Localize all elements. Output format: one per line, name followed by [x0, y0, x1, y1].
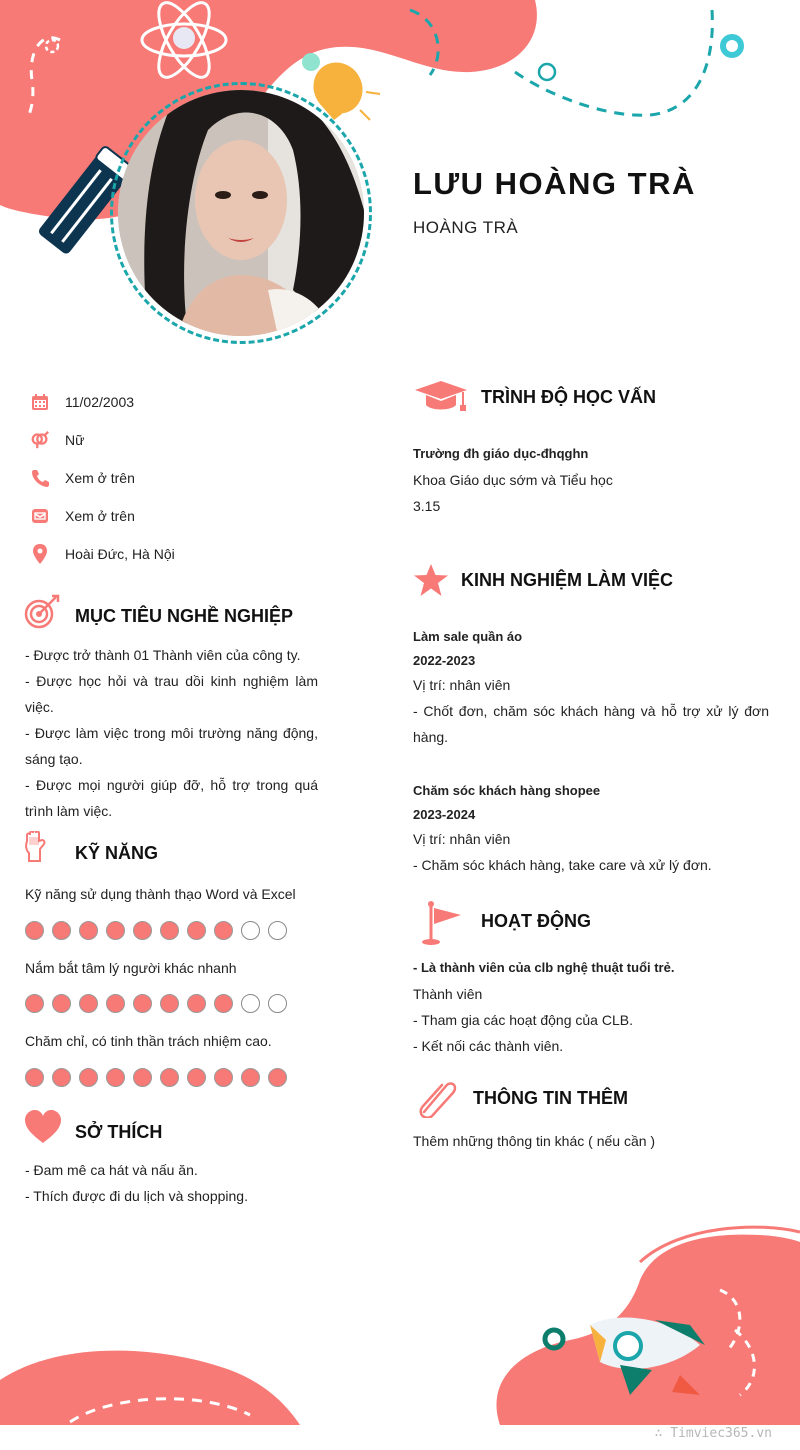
rating-dot-filled: [52, 1068, 71, 1087]
gpa: 3.15: [413, 498, 441, 514]
rating-dot-filled: [106, 1068, 125, 1087]
objective-title: MỤC TIÊU NGHỀ NGHIỆP: [75, 606, 294, 626]
graduation-cap-icon: [413, 380, 469, 419]
email-icon: [30, 506, 50, 526]
skills-title: KỸ NĂNG: [75, 843, 159, 863]
rating-dot-filled: [187, 921, 206, 940]
major: Khoa Giáo dục sớm và Tiểu học: [413, 472, 613, 488]
school-name: Trường đh giáo dục-đhqghn: [413, 446, 589, 461]
activity-role: Thành viên: [413, 986, 483, 1002]
rating-dot-filled: [187, 994, 206, 1013]
hobbies-title: SỞ THÍCH: [75, 1122, 163, 1142]
hobby-line: - Đam mê ca hát và nấu ăn.: [25, 1162, 198, 1178]
contact-gender: [30, 421, 350, 459]
experience-title: KINH NGHIỆM LÀM VIỆC: [461, 570, 674, 590]
skill-rating: [25, 994, 287, 1013]
flag-icon: [420, 900, 464, 951]
rating-dot-filled: [79, 1068, 98, 1087]
activity-line: - Tham gia các hoạt động của CLB.: [413, 1012, 633, 1028]
nickname: HOÀNG TRÀ: [413, 218, 519, 237]
rating-dot-filled: [133, 921, 152, 940]
job-description: - Chăm sóc khách hàng, take care và xử lý đơn.: [413, 857, 712, 873]
rating-dot-empty: [268, 994, 287, 1013]
contact-birthday: [30, 383, 350, 421]
location-pin-icon: [30, 544, 50, 564]
paperclip-icon: [416, 1078, 458, 1123]
birthday-text: 11/02/2003: [65, 394, 135, 410]
email-text: Xem ở trên: [65, 508, 135, 524]
extra-info-text: Thêm những thông tin khác ( nếu cần ): [413, 1133, 656, 1149]
job-company: Chăm sóc khách hàng shopee: [413, 783, 601, 798]
rating-dot-filled: [106, 921, 125, 940]
heart-icon: [24, 1110, 62, 1149]
activity-line: - Kết nối các thành viên.: [413, 1038, 564, 1054]
full-name: LƯU HOÀNG TRÀ: [413, 166, 696, 201]
skill-name: Nắm bắt tâm lý người khác nhanh: [25, 960, 237, 976]
phone-icon: [30, 468, 50, 488]
rating-dot-filled: [214, 921, 233, 940]
avatar: [118, 90, 364, 336]
contact-list: [30, 383, 350, 573]
calendar-icon: [30, 392, 50, 412]
objective-line: - Được mọi người giúp đỡ, hỗ trợ trong quá trình làm việc.: [25, 777, 318, 819]
extra-info-title: THÔNG TIN THÊM: [473, 1088, 628, 1108]
rating-dot-filled: [25, 1068, 44, 1087]
rating-dot-filled: [268, 1068, 287, 1087]
experience-content: [413, 624, 769, 878]
education-content: [413, 441, 773, 519]
address-text: Hoài Đức, Hà Nội: [65, 546, 175, 562]
activities-title: HOẠT ĐỘNG: [481, 911, 591, 931]
rating-dot-filled: [79, 921, 98, 940]
contact-address: [30, 535, 350, 573]
activities-content: [413, 955, 773, 1059]
activity-heading: - Là thành viên của clb nghệ thuật tuổi trẻ.: [413, 960, 675, 975]
rating-dot-empty: [241, 921, 260, 940]
rating-dot-filled: [52, 994, 71, 1013]
rating-dot-filled: [214, 994, 233, 1013]
skill-name: Kỹ năng sử dụng thành thạo Word và Excel: [25, 886, 296, 902]
hobby-line: - Thích được đi du lịch và shopping.: [25, 1188, 248, 1204]
star-icon: [413, 563, 449, 602]
job-position: Vị trí: nhân viên: [413, 677, 511, 693]
rating-dot-filled: [214, 1068, 233, 1087]
rating-dot-filled: [25, 921, 44, 940]
rating-dot-empty: [241, 994, 260, 1013]
watermark: ∴ Timviec365.vn: [654, 1426, 772, 1441]
job-position: Vị trí: nhân viên: [413, 831, 511, 847]
rating-dot-filled: [187, 1068, 206, 1087]
skill-rating: [25, 921, 287, 940]
objective-content: [25, 642, 318, 824]
rating-dot-filled: [79, 994, 98, 1013]
gender-text: Nữ: [65, 432, 85, 448]
skill-name: Chăm chỉ, có tinh thần trách nhiệm cao.: [25, 1033, 272, 1049]
rating-dot-empty: [268, 921, 287, 940]
rating-dot-filled: [25, 994, 44, 1013]
hobbies-content: [25, 1157, 325, 1209]
rating-dot-filled: [106, 994, 125, 1013]
education-title: TRÌNH ĐỘ HỌC VẤN: [481, 387, 656, 407]
job-period: 2022-2023: [413, 653, 476, 668]
job-period: 2023-2024: [413, 807, 476, 822]
job-description: - Chốt đơn, chăm sóc khách hàng và hỗ trợ xử lý đơn hàng.: [413, 703, 769, 745]
contact-email: [30, 497, 350, 535]
job-company: Làm sale quần áo: [413, 629, 523, 644]
rating-dot-filled: [133, 1068, 152, 1087]
skill-rating: [25, 1068, 287, 1087]
objective-line: - Được làm việc trong môi trường năng động, sáng tạo.: [25, 725, 318, 767]
phone-text: Xem ở trên: [65, 470, 135, 486]
objective-line: - Được trở thành 01 Thành viên của công ty.: [25, 647, 301, 663]
rating-dot-filled: [52, 921, 71, 940]
target-icon: [24, 594, 60, 635]
gender-icon: [30, 430, 50, 450]
rating-dot-filled: [160, 994, 179, 1013]
rating-dot-filled: [133, 994, 152, 1013]
rating-dot-filled: [160, 921, 179, 940]
rating-dot-filled: [241, 1068, 260, 1087]
contact-phone: [30, 459, 350, 497]
fist-icon: [23, 831, 49, 868]
objective-line: - Được học hỏi và trau dồi kinh nghiệm làm việc.: [25, 673, 318, 715]
rating-dot-filled: [160, 1068, 179, 1087]
